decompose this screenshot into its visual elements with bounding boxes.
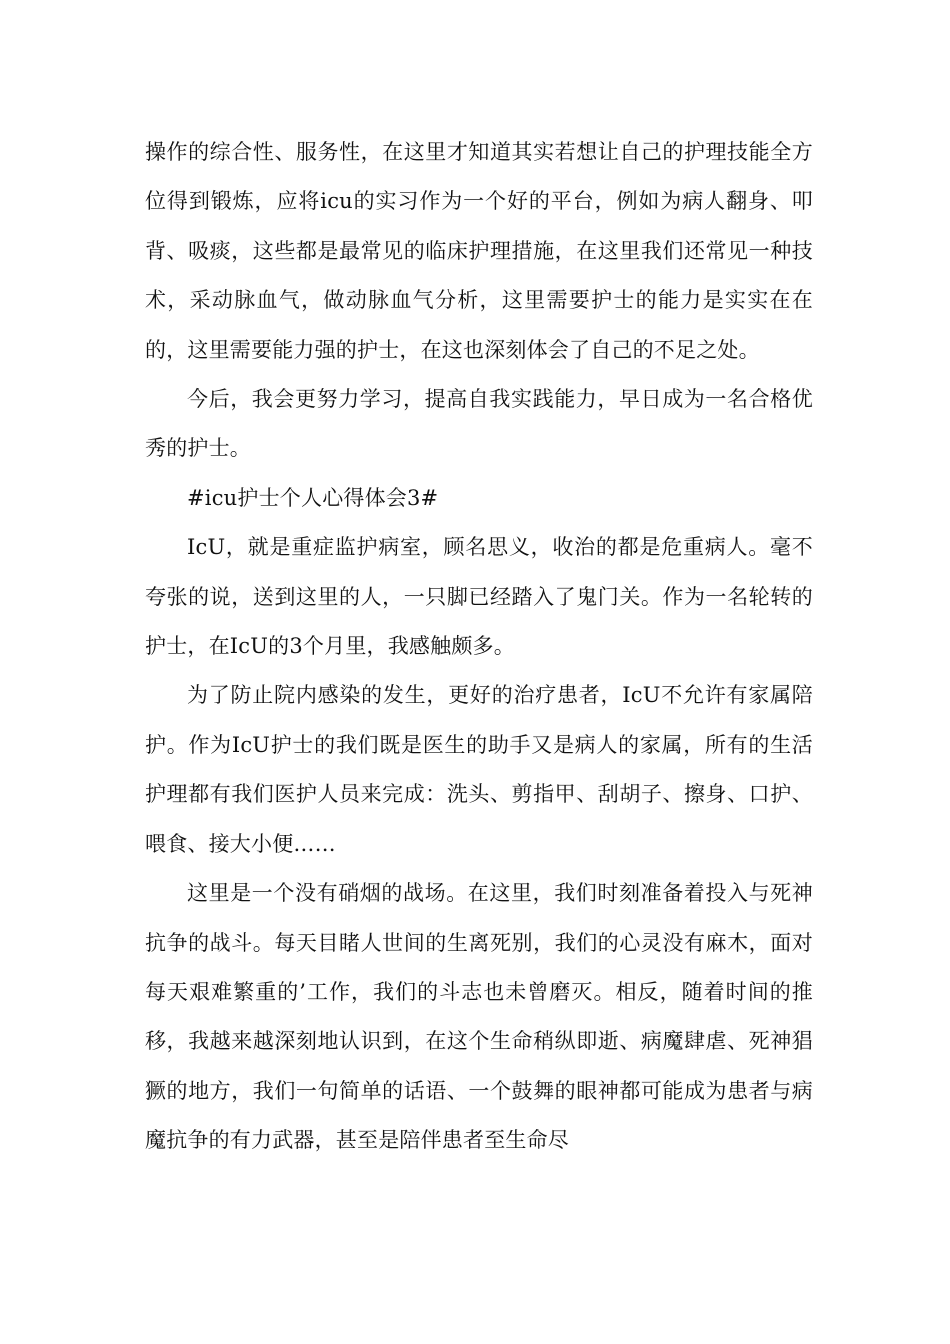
paragraph-infection-control: 为了防止院内感染的发生，更好的治疗患者，IcU不允许有家属陪护。作为IcU护士的我们既是医生的助手又是病人的家属，所有的生活护理都有我们医护人员来完成：洗头、剪指甲、刮胡子、擦身、口护、喂食、接大小便…… (145, 683, 813, 856)
paragraph-resolution: 今后，我会更努力学习，提高自我实践能力，早日成为一名合格优秀的护士。 (145, 387, 813, 461)
section-heading: #icu护士个人心得体会3# (187, 485, 439, 510)
paragraph-icu-intro: IcU，就是重症监护病室，顾名思义，收治的都是危重病人。毫不夸张的说，送到这里的人，一只脚已经踏入了鬼门关。作为一名轮转的护士，在IcU的3个月里，我感触颇多。 (145, 535, 813, 659)
paragraph-battlefield: 这里是一个没有硝烟的战场。在这里，我们时刻准备着投入与死神抗争的战斗。每天目睹人世间的生离死别，我们的心灵没有麻木，面对每天艰难繁重的’工作，我们的斗志也未曾磨灭。相反，随着时间的推移，我越来越深刻地认识到，在这个生命稍纵即逝、病魔肆虐、死神猖獗的地方，我们一句简单的话语、一个鼓舞的眼神都可能成为患者与病魔抗争的有力武器，甚至是陪伴患者至生命尽 (145, 881, 813, 1153)
document-body (145, 128, 813, 1166)
paragraph-continuation: 操作的综合性、服务性，在这里才知道其实若想让自己的护理技能全方位得到锻炼，应将icu的实习作为一个好的平台，例如为病人翻身、叩背、吸痰，这些都是最常见的临床护理措施，在这里我们还常见一种技术，采动脉血气，做动脉血气分析，这里需要护士的能力是实实在在的，这里需要能力强的护士，在这也深刻体会了自己的不足之处。 (145, 140, 813, 362)
